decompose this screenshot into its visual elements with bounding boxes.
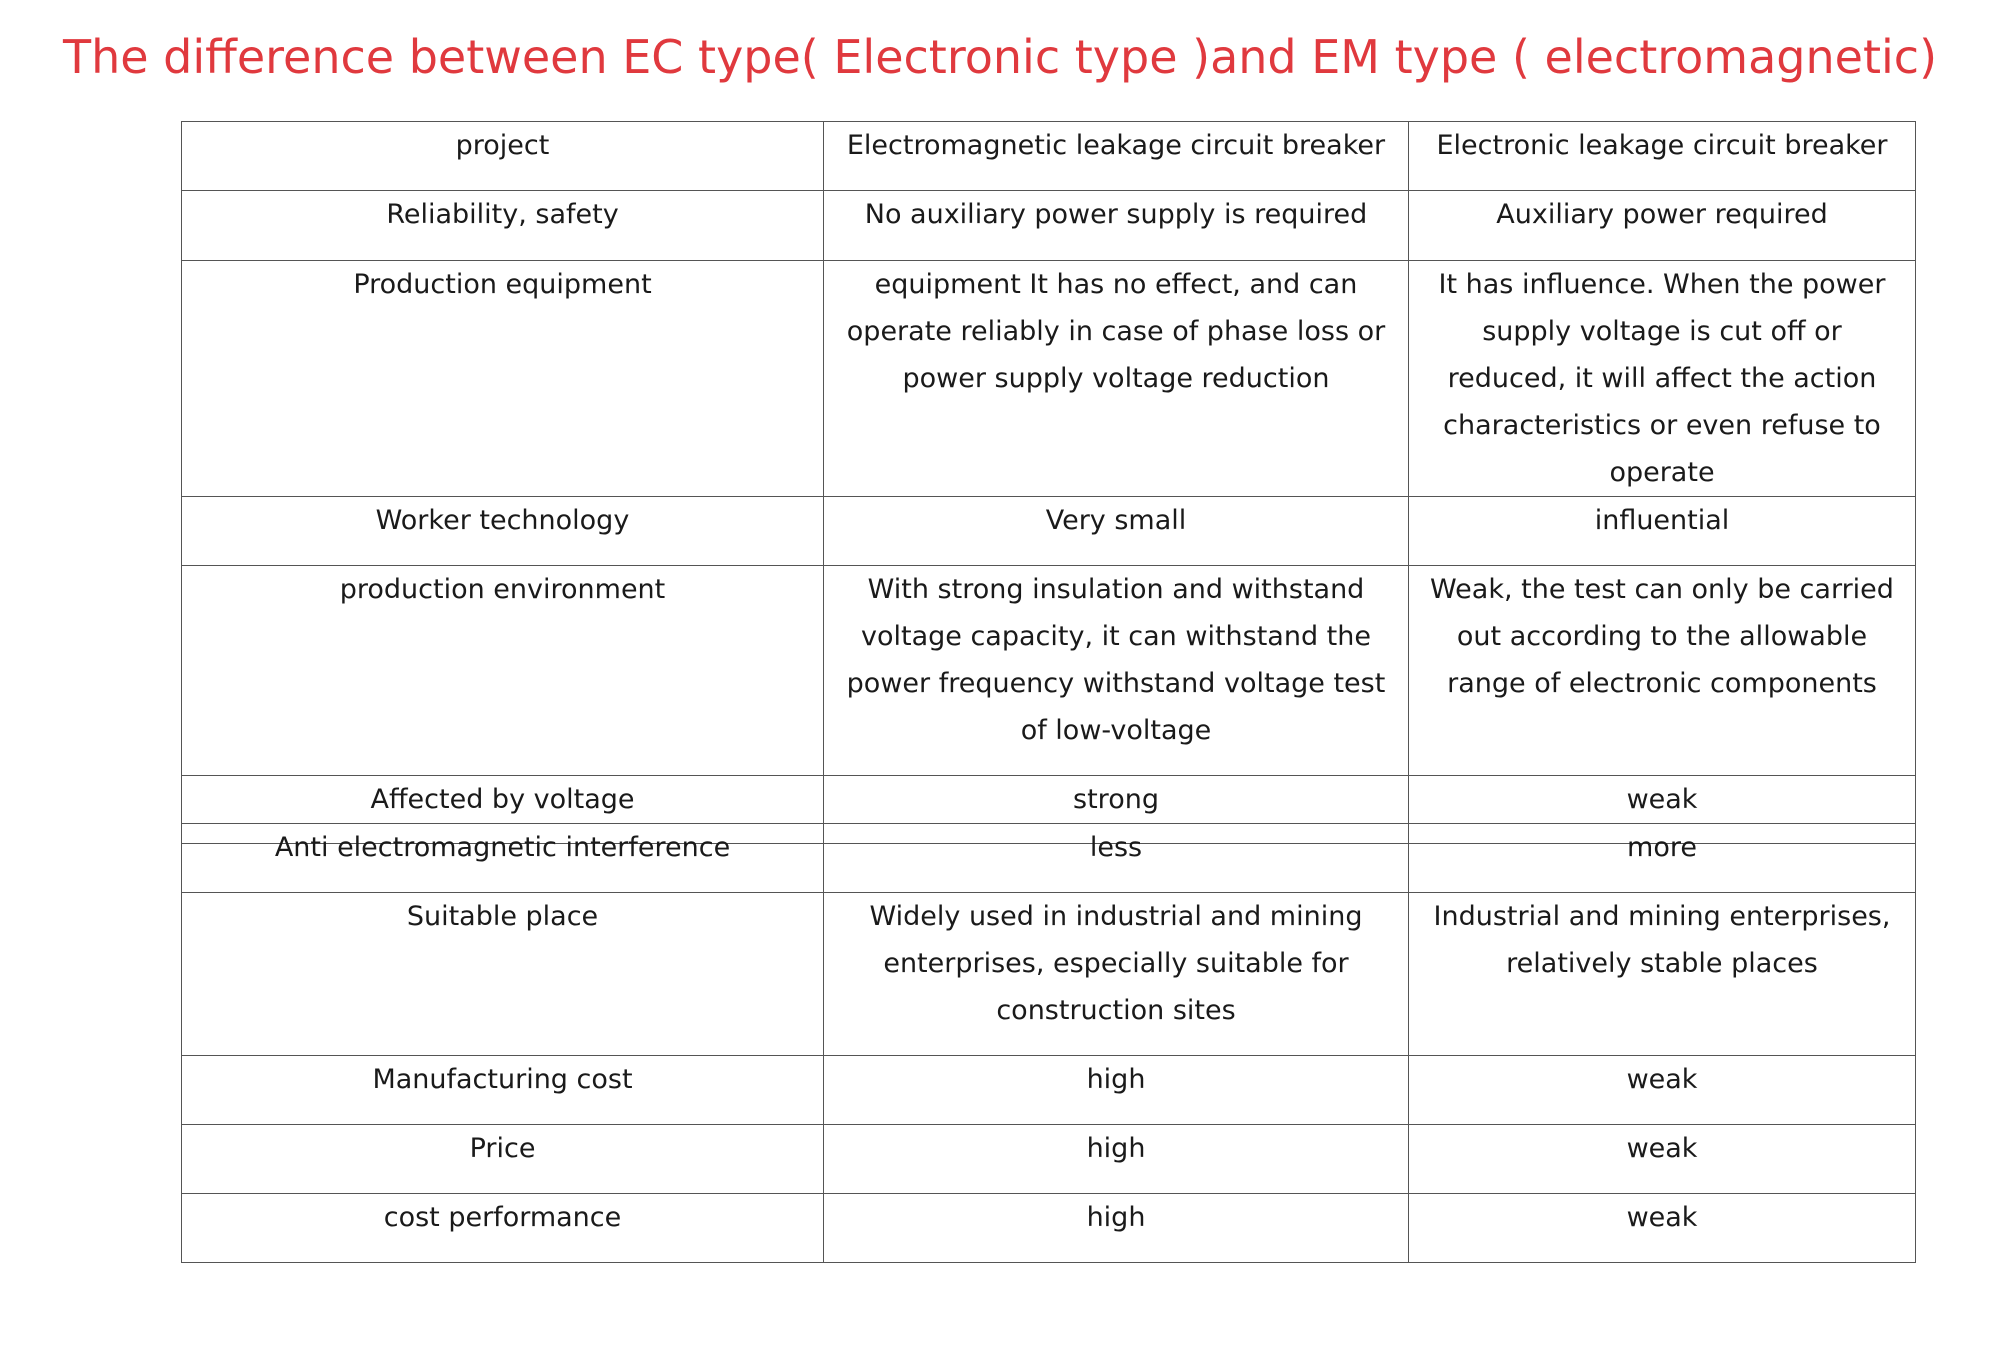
electronic-cell: weak	[1409, 1056, 1916, 1125]
header-cell-electronic: Electronic leakage circuit breaker	[1409, 122, 1916, 191]
header-cell-project: project	[182, 122, 824, 191]
electronic-cell: more	[1409, 824, 1916, 893]
row-label: Anti electromagnetic interference	[182, 824, 824, 893]
electronic-cell: weak	[1409, 776, 1916, 844]
row-label: Suitable place	[182, 893, 824, 1056]
comparison-table-upper	[181, 121, 1916, 844]
comparison-table-lower	[181, 823, 1916, 1263]
electromagnetic-cell: less	[824, 824, 1409, 893]
row-label: Worker technology	[182, 497, 824, 566]
table-row	[182, 893, 1916, 1056]
table-row	[182, 497, 1916, 566]
row-label: Price	[182, 1125, 824, 1194]
table-row	[182, 566, 1916, 776]
electronic-cell: weak	[1409, 1125, 1916, 1194]
electromagnetic-cell: No auxiliary power supply is required	[824, 191, 1409, 261]
row-label: Manufacturing cost	[182, 1056, 824, 1125]
row-label: production environment	[182, 566, 824, 776]
electromagnetic-cell: high	[824, 1056, 1409, 1125]
table-row	[182, 1194, 1916, 1263]
row-label: Affected by voltage	[182, 776, 824, 844]
electromagnetic-cell: high	[824, 1194, 1409, 1263]
row-label: cost performance	[182, 1194, 824, 1263]
row-label: Reliability, safety	[182, 191, 824, 261]
electromagnetic-cell: With strong insulation and withstand voltage capacity, it can withstand the power frequency withstand voltage test of low-voltage	[824, 566, 1409, 776]
electronic-cell: weak	[1409, 1194, 1916, 1263]
electromagnetic-cell: Very small	[824, 497, 1409, 566]
electromagnetic-cell: high	[824, 1125, 1409, 1194]
row-label: Production equipment	[182, 261, 824, 497]
electromagnetic-cell: equipment It has no effect, and can operate reliably in case of phase loss or power supply voltage reduction	[824, 261, 1409, 497]
electromagnetic-cell: strong	[824, 776, 1409, 844]
electronic-cell: Auxiliary power required	[1409, 191, 1916, 261]
table-header-row	[182, 122, 1916, 191]
electronic-cell: influential	[1409, 497, 1916, 566]
table-row	[182, 1056, 1916, 1125]
electronic-cell: Weak, the test can only be carried out according to the allowable range of electronic components	[1409, 566, 1916, 776]
table-row	[182, 261, 1916, 497]
table-row	[182, 824, 1916, 893]
header-cell-electromagnetic: Electromagnetic leakage circuit breaker	[824, 122, 1409, 191]
table-row	[182, 1125, 1916, 1194]
electromagnetic-cell: Widely used in industrial and mining enterprises, especially suitable for construction sites	[824, 893, 1409, 1056]
electronic-cell: Industrial and mining enterprises, relatively stable places	[1409, 893, 1916, 1056]
electronic-cell: It has influence. When the power supply voltage is cut off or reduced, it will affect the action characteristics or even refuse to operate	[1409, 261, 1916, 497]
page-title: The difference between EC type( Electronic type )and EM type ( electromagnetic)	[62, 30, 1938, 84]
table-row	[182, 191, 1916, 261]
